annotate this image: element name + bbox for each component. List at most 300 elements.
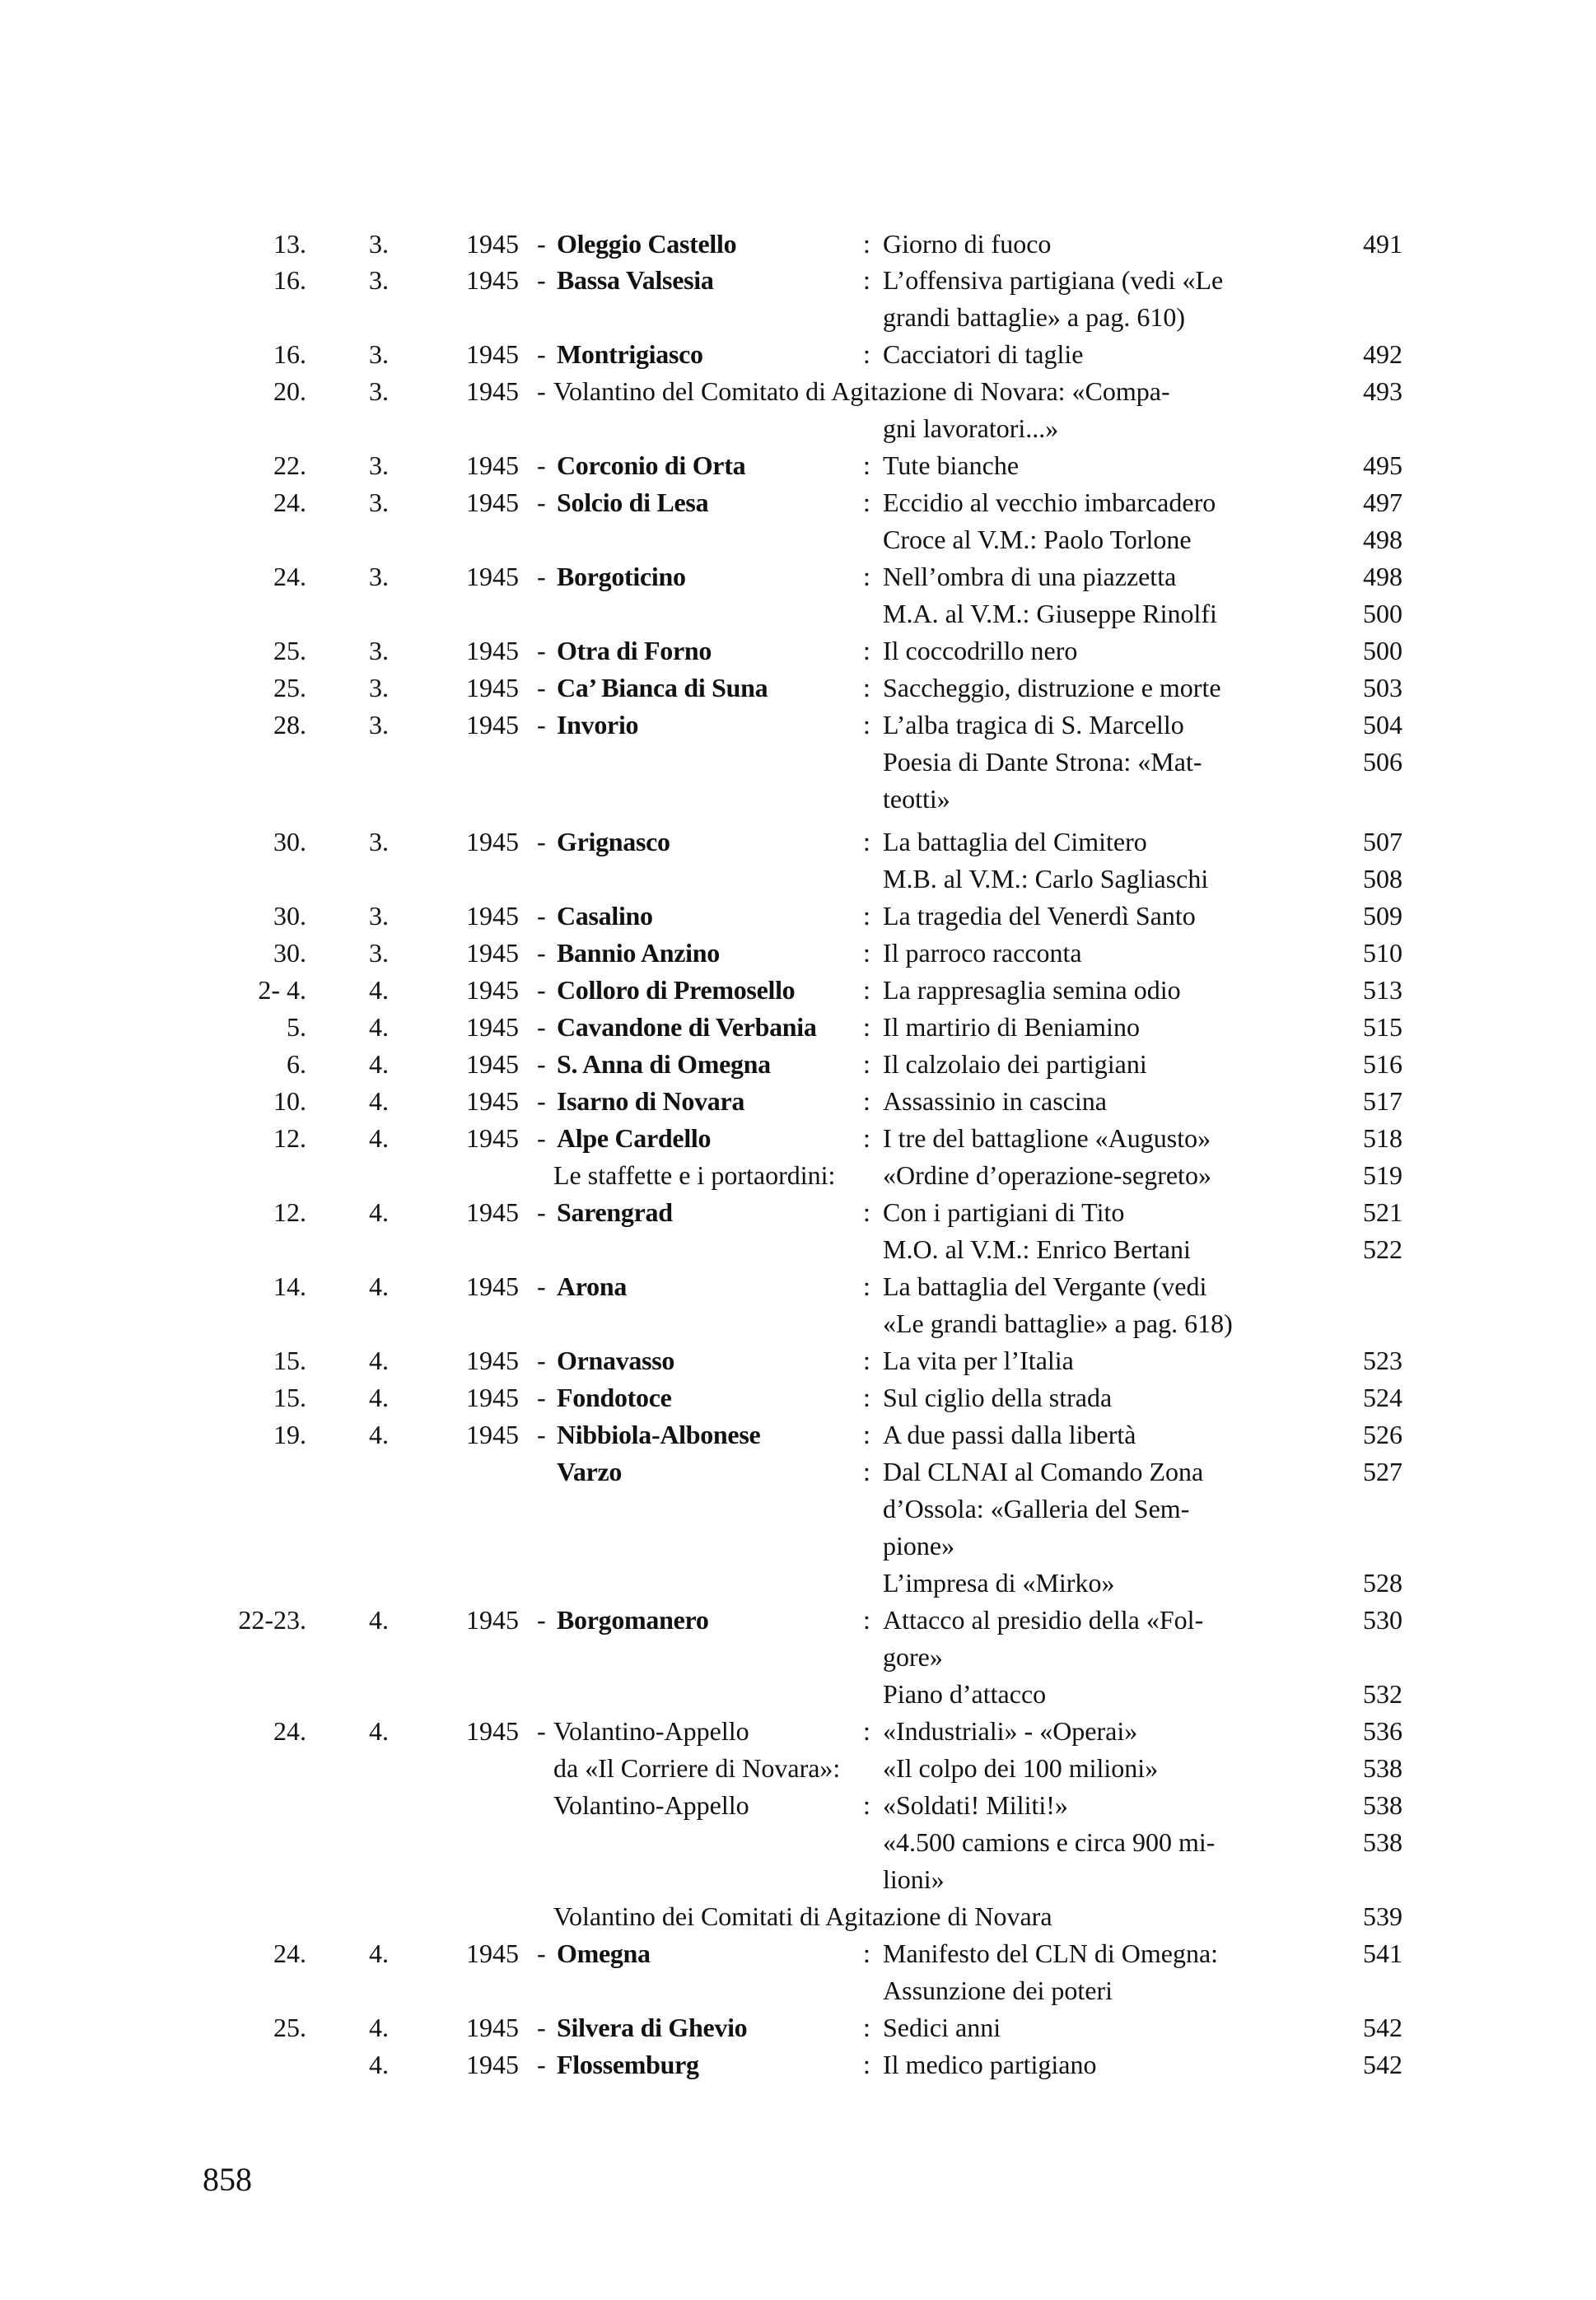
index-entry [0,373,1596,409]
colon: : [863,938,870,968]
place-name: Silvera di Ghevio [557,2013,748,2042]
entry-title: A due passi dalla libertà [883,1420,1136,1449]
index-entry [0,1305,1596,1341]
dash: - [537,710,546,739]
index-entry [0,2046,1596,2083]
index-entry [0,1861,1596,1897]
entry-title: d’Ossola: «Galleria del Sem- [883,1494,1190,1523]
place-name: Casalino [557,901,653,931]
colon: : [863,1420,870,1449]
dash: - [537,376,546,406]
month: 4. [369,1012,389,1042]
page-ref: 530 [1363,1605,1402,1635]
page-ref: 536 [1363,1716,1402,1746]
month: 3. [369,265,389,295]
dash: - [537,1197,546,1227]
colon: : [863,2050,870,2079]
month: 4. [369,1938,389,1968]
place-name: Bassa Valsesia [557,265,714,295]
page-ref: 497 [1363,488,1402,517]
dash: - [537,1383,546,1412]
colon: : [863,1197,870,1227]
colon: : [863,1123,870,1153]
index-entry [0,1009,1596,1045]
colon: : [863,1086,870,1116]
year: 1945 [466,1605,519,1635]
entry-title: M.B. al V.M.: Carlo Sagliaschi [883,864,1209,893]
place-name: Ca’ Bianca di Suna [557,673,768,702]
place-name: Alpe Cardello [557,1123,712,1153]
index-entry [0,1676,1596,1712]
page-ref: 504 [1363,710,1402,739]
entry-title: Cacciatori di taglie [883,339,1084,369]
month: 3. [369,901,389,931]
year: 1945 [466,1271,519,1301]
colon: : [863,1457,870,1486]
index-entry [0,1491,1596,1527]
page-ref: 517 [1363,1086,1402,1116]
page-ref: 515 [1363,1012,1402,1042]
entry-title: Poesia di Dante Strona: «Mat- [883,747,1202,777]
year: 1945 [466,450,519,480]
page-ref: 542 [1363,2050,1402,2079]
page-ref: 527 [1363,1457,1402,1486]
day: 22. [273,450,306,480]
page-ref: 493 [1363,376,1402,406]
day: 12. [273,1123,306,1153]
colon: : [863,1716,870,1746]
month: 3. [369,673,389,702]
index-entry [0,1565,1596,1601]
year: 1945 [466,1716,519,1746]
colon: : [863,827,870,856]
index-entry [0,861,1596,897]
colon: : [863,488,870,517]
dash: - [537,901,546,931]
day: 13. [273,229,306,259]
page-ref: 523 [1363,1346,1402,1375]
entry-title: L’offensiva partigiana (vedi «Le [883,265,1224,295]
index-entry [0,1268,1596,1304]
place-name: Oleggio Castello [557,229,737,259]
year: 1945 [466,901,519,931]
entry-title: Saccheggio, distruzione e morte [883,673,1221,702]
place-name: Borgomanero [557,1605,709,1635]
dash: - [537,339,546,369]
colon: : [863,636,870,665]
day: 20. [273,376,306,406]
index-entry [0,2009,1596,2046]
entry-title: La battaglia del Vergante (vedi [883,1271,1207,1301]
year: 1945 [466,1938,519,1968]
index-entry [0,707,1596,743]
entry-title: Il parroco racconta [883,938,1082,968]
entry-title: La battaglia del Cimitero [883,827,1147,856]
place-name: Otra di Forno [557,636,712,665]
colon: : [863,1938,870,1968]
dash: - [537,2050,546,2079]
page-ref: 495 [1363,450,1402,480]
entry-title: Il calzolaio dei partigiani [883,1049,1147,1079]
entry-title: Tute bianche [883,450,1020,480]
day: 24. [273,488,306,517]
dash: - [537,827,546,856]
place-name: Isarno di Novara [557,1086,745,1116]
entry-title: «Industriali» - «Operai» [883,1716,1138,1746]
index-entry [0,1194,1596,1230]
place-name: Fondotoce [557,1383,672,1412]
index-entry [0,632,1596,669]
entry-title: M.O. al V.M.: Enrico Bertani [883,1234,1191,1264]
colon: : [863,2013,870,2042]
colon: : [863,673,870,702]
index-entry [0,262,1596,298]
month: 4. [369,1197,389,1227]
index-entry [0,1898,1596,1934]
place-name: Grignasco [557,827,670,856]
day: 15. [273,1383,306,1412]
index-entry [0,972,1596,1008]
year: 1945 [466,1086,519,1116]
dash: - [537,265,546,295]
index-entry [0,1120,1596,1156]
year: 1945 [466,636,519,665]
entry-title: La vita per l’Italia [883,1346,1074,1375]
index-entry [0,447,1596,483]
index-entry [0,226,1596,262]
note: Volantino del Comitato di Agitazione di Novara: «Compa- [553,376,1170,406]
place-name: Cavandone di Verbania [557,1012,817,1042]
dash: - [537,1420,546,1449]
page-ref: 521 [1363,1197,1402,1227]
page-ref: 541 [1363,1938,1402,1968]
page-ref: 516 [1363,1049,1402,1079]
year: 1945 [466,376,519,406]
index-entry [0,1639,1596,1675]
day: 6. [287,1049,306,1079]
dash: - [537,1716,546,1746]
index-entry [0,1787,1596,1823]
colon: : [863,450,870,480]
colon: : [863,975,870,1005]
index-entry [0,1935,1596,1971]
year: 1945 [466,975,519,1005]
entry-title: I tre del battaglione «Augusto» [883,1123,1211,1153]
page-ref: 500 [1363,636,1402,665]
entry-title: La tragedia del Venerdì Santo [883,901,1196,931]
place-name: S. Anna di Omegna [557,1049,771,1079]
place-name: Sarengrad [557,1197,673,1227]
entry-title: gore» [883,1642,943,1672]
entry-title: «Ordine d’operazione-segreto» [883,1160,1211,1190]
entry-title: L’alba tragica di S. Marcello [883,710,1184,739]
entry-title: Con i partigiani di Tito [883,1197,1125,1227]
page-ref: 506 [1363,747,1402,777]
month: 4. [369,2013,389,2042]
dash: - [537,1346,546,1375]
page-ref: 503 [1363,673,1402,702]
place-name: Solcio di Lesa [557,488,709,517]
place-name: Borgoticino [557,562,686,591]
colon: : [863,1012,870,1042]
colon: : [863,1271,870,1301]
place-name: Montrigiasco [557,339,703,369]
entry-title: Nell’ombra di una piazzetta [883,562,1177,591]
page-ref: 510 [1363,938,1402,968]
entry-title: «4.500 camions e circa 900 mi- [883,1827,1216,1857]
day: 24. [273,1716,306,1746]
index-entry [0,1972,1596,2008]
colon: : [863,710,870,739]
year: 1945 [466,339,519,369]
day: 2- 4. [258,975,306,1005]
index-entry [0,669,1596,706]
dash: - [537,1086,546,1116]
entry-title: Il martirio di Beniamino [883,1012,1140,1042]
note: da «Il Corriere di Novara»: [553,1753,841,1783]
note: Volantino-Appello [553,1716,749,1746]
colon: : [863,229,870,259]
page-ref: 498 [1363,562,1402,591]
page-ref: 507 [1363,827,1402,856]
index-entry [0,898,1596,934]
index-entry [0,521,1596,558]
entry-title: pione» [883,1531,955,1561]
entry-title: Sedici anni [883,2013,1001,2042]
entry-title: Assassinio in cascina [883,1086,1107,1116]
colon: : [863,1605,870,1635]
day: 19. [273,1420,306,1449]
month: 3. [369,488,389,517]
place-name: Corconio di Orta [557,450,746,480]
place-name: Arona [557,1271,628,1301]
day: 16. [273,265,306,295]
entry-title: La rappresaglia semina odio [883,975,1181,1005]
colon: : [863,1383,870,1412]
page-ref: 532 [1363,1679,1402,1709]
page-ref: 542 [1363,2013,1402,2042]
entry-title: Croce al V.M.: Paolo Torlone [883,525,1192,554]
index-entry [0,1342,1596,1379]
page-ref: 492 [1363,339,1402,369]
dash: - [537,229,546,259]
day: 15. [273,1346,306,1375]
place-name: Omegna [557,1938,651,1968]
dash: - [537,2013,546,2042]
page-ref: 538 [1363,1827,1402,1857]
index-entry [0,1046,1596,1082]
colon: : [863,901,870,931]
entry-title: Sul ciglio della strada [883,1383,1113,1412]
day: 24. [273,1938,306,1968]
entry-title: lioni» [883,1864,945,1894]
place-name: Bannio Anzino [557,938,720,968]
year: 1945 [466,2050,519,2079]
index-entry [0,781,1596,817]
year: 1945 [466,1346,519,1375]
dash: - [537,975,546,1005]
year: 1945 [466,1012,519,1042]
month: 4. [369,975,389,1005]
dash: - [537,1938,546,1968]
entry-title: «Il colpo dei 100 milioni» [883,1753,1159,1783]
index-entry [0,1083,1596,1119]
index-entry [0,1824,1596,1860]
page-ref: 519 [1363,1160,1402,1190]
index-entry [0,1157,1596,1193]
year: 1945 [466,1197,519,1227]
dash: - [537,1049,546,1079]
entry-title: Attacco al presidio della «Fol- [883,1605,1204,1635]
day: 24. [273,562,306,591]
colon: : [863,1790,870,1820]
note: Volantino-Appello [553,1790,749,1820]
page-ref: 524 [1363,1383,1402,1412]
colon: : [863,1049,870,1079]
year: 1945 [466,827,519,856]
index-entry [0,595,1596,632]
year: 1945 [466,2013,519,2042]
year: 1945 [466,229,519,259]
month: 4. [369,1605,389,1635]
day: 30. [273,827,306,856]
index-entry [0,1750,1596,1786]
day: 5. [287,1012,306,1042]
dash: - [537,450,546,480]
dash: - [537,938,546,968]
dash: - [537,562,546,591]
page-ref: 491 [1363,229,1402,259]
month: 4. [369,1123,389,1153]
dash: - [537,1605,546,1635]
index-entry [0,823,1596,860]
year: 1945 [466,265,519,295]
day: 25. [273,2013,306,2042]
index-entry [0,1416,1596,1453]
month: 4. [369,1346,389,1375]
index-entry [0,336,1596,372]
entry-title: Assunzione dei poteri [883,1976,1113,2005]
entry-title: L’impresa di «Mirko» [883,1568,1115,1598]
day: 12. [273,1197,306,1227]
page-ref: 509 [1363,901,1402,931]
month: 3. [369,229,389,259]
entry-title: Dal CLNAI al Comando Zona [883,1457,1204,1486]
place-name: Flossemburg [557,2050,699,2079]
year: 1945 [466,1420,519,1449]
day: 10. [273,1086,306,1116]
entry-title: grandi battaglie» a pag. 610) [883,302,1185,332]
page-ref: 539 [1363,1901,1402,1931]
index-entry [0,1379,1596,1416]
place-name: Nibbiola-Albonese [557,1420,761,1449]
note: Le staffette e i portaordini: [553,1160,836,1190]
dash: - [537,1271,546,1301]
month: 3. [369,938,389,968]
day: 14. [273,1271,306,1301]
entry-title: teotti» [883,784,950,814]
place-name: Colloro di Premosello [557,975,796,1005]
year: 1945 [466,1049,519,1079]
colon: : [863,339,870,369]
page-ref: 538 [1363,1753,1402,1783]
entry-title: «Le grandi battaglie» a pag. 618) [883,1309,1233,1338]
month: 4. [369,1420,389,1449]
dash: - [537,673,546,702]
day: 30. [273,901,306,931]
place-name: Ornavasso [557,1346,675,1375]
month: 3. [369,376,389,406]
entry-title: Il medico partigiano [883,2050,1097,2079]
month: 3. [369,636,389,665]
dash: - [537,636,546,665]
index-entry [0,484,1596,520]
day: 22-23. [238,1605,306,1635]
index-entry [0,410,1596,446]
month: 3. [369,562,389,591]
index-entry [0,1231,1596,1267]
page-ref: 508 [1363,864,1402,893]
entry-title: gni lavoratori...» [883,413,1059,443]
colon: : [863,562,870,591]
index-entry [0,935,1596,971]
year: 1945 [466,562,519,591]
dash: - [537,1123,546,1153]
entry-title: Eccidio al vecchio imbarcadero [883,488,1216,517]
page-number: 858 [203,2161,252,2198]
index-entry [0,1713,1596,1749]
month: 4. [369,1716,389,1746]
dash: - [537,1012,546,1042]
entry-title: M.A. al V.M.: Giuseppe Rinolfi [883,599,1217,628]
page-ref: 500 [1363,599,1402,628]
day: 25. [273,673,306,702]
day: 28. [273,710,306,739]
page-ref: 518 [1363,1123,1402,1153]
month: 3. [369,827,389,856]
index-entry [0,299,1596,335]
year: 1945 [466,488,519,517]
month: 4. [369,1271,389,1301]
month: 3. [369,339,389,369]
entry-title: Giorno di fuoco [883,229,1052,259]
index-entry [0,1453,1596,1490]
day: 16. [273,339,306,369]
dash: - [537,488,546,517]
index-entry [0,744,1596,780]
year: 1945 [466,673,519,702]
month: 4. [369,1383,389,1412]
page-ref: 513 [1363,975,1402,1005]
entry-title: «Soldati! Militi!» [883,1790,1068,1820]
entry-title: Piano d’attacco [883,1679,1047,1709]
entry-title: Il coccodrillo nero [883,636,1078,665]
year: 1945 [466,1383,519,1412]
year: 1945 [466,1123,519,1153]
month: 4. [369,1086,389,1116]
page-ref: 526 [1363,1420,1402,1449]
index-entry [0,558,1596,595]
note: Volantino dei Comitati di Agitazione di Novara [553,1901,1052,1931]
colon: : [863,265,870,295]
month: 3. [369,710,389,739]
entry-title: Manifesto del CLN di Omegna: [883,1938,1219,1968]
page-ref: 522 [1363,1234,1402,1264]
month: 4. [369,2050,389,2079]
day: 25. [273,636,306,665]
place-name: Invorio [557,710,639,739]
year: 1945 [466,938,519,968]
